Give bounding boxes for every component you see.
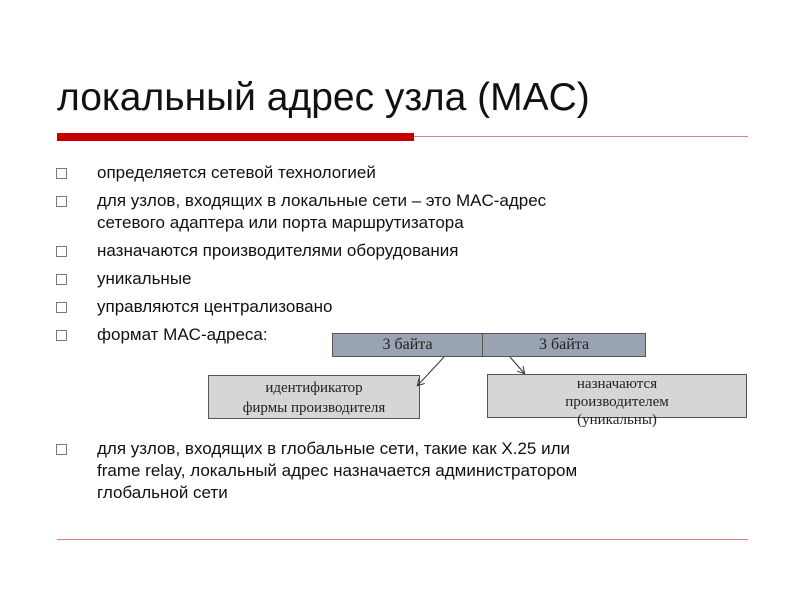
mac-byte-box-right: 3 байта (482, 333, 646, 357)
footer-rule (57, 539, 748, 540)
square-bullet-icon (56, 444, 67, 455)
arrow-right-connector (510, 357, 524, 373)
square-bullet-icon (56, 302, 67, 313)
bullet-text: управляются централизовано (97, 297, 333, 316)
bullet-text: для узлов, входящих в глобальные сети, такие как X.25 или frame relay, локальный адрес назначается администратором глобальной сети (97, 439, 578, 502)
bullet-text: формат MAC-адреса: (97, 325, 268, 344)
slide-title: локальный адрес узла (MAC) (57, 76, 590, 119)
arrow-left-connector (418, 357, 444, 385)
bullet-text: назначаются производителями оборудования (97, 241, 459, 260)
bullet-text: уникальные (97, 269, 192, 288)
manufacturer-id-box: идентификатор фирмы производителя (208, 375, 420, 419)
bullet-text: для узлов, входящих в локальные сети – это MAC-адрес сетевого адаптера или порта маршрутизатора (97, 191, 547, 232)
square-bullet-icon (56, 330, 67, 341)
square-bullet-icon (56, 168, 67, 179)
manufacturer-assigned-box: назначаются производителем (уникальны) (487, 374, 747, 418)
bullet-text: определяется сетевой технологией (97, 163, 376, 182)
title-underline-red (57, 133, 414, 141)
square-bullet-icon (56, 274, 67, 285)
square-bullet-icon (56, 196, 67, 207)
mac-byte-box-left: 3 байта (332, 333, 483, 357)
title-underline-thin (414, 136, 748, 137)
square-bullet-icon (56, 246, 67, 257)
